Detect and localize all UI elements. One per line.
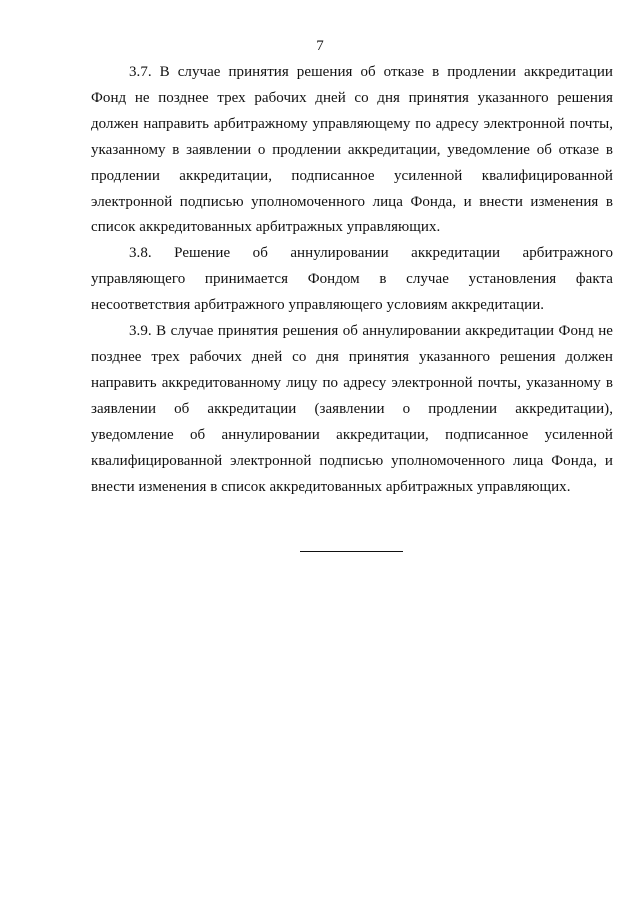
paragraph-3-8: 3.8. Решение об аннулировании аккредитации арбитражного управляющего принимается Фондом в случае установления факта несоответствия арбитражного управляющего условиям аккредитации. xyxy=(91,245,613,314)
end-of-document-rule xyxy=(300,551,403,552)
paragraph-3-7: 3.7. В случае принятия решения об отказе в продлении аккредитации Фонд не позднее трех рабочих дней со дня принятия указанного решения должен направить арбитражному управляющему по адресу электронной почты, указанному в заявлении о продлении аккредитации, уведомление об отказе в продлении аккредитации, подписанное усиленной квалифицированной электронной подписью уполномоченного лица Фонда, и внести изменения в список аккредитованных арбитражных управляющих. xyxy=(91,64,613,236)
paragraph-3-9: 3.9. В случае принятия решения об аннулировании аккредитации Фонд не позднее трех рабочих дней со дня принятия указанного решения должен направить аккредитованному лицу по адресу электронной почты, указанному в заявлении об аккредитации (заявлении о продлении аккредитации), уведомление об аннулировании аккредитации, подписанное усиленной квалифицированной электронной подписью уполномоченного лица Фонда, и внести изменения в список аккредитованных арбитражных управляющих. xyxy=(91,323,613,495)
page-number: 7 xyxy=(316,38,324,54)
document-body xyxy=(91,60,613,500)
